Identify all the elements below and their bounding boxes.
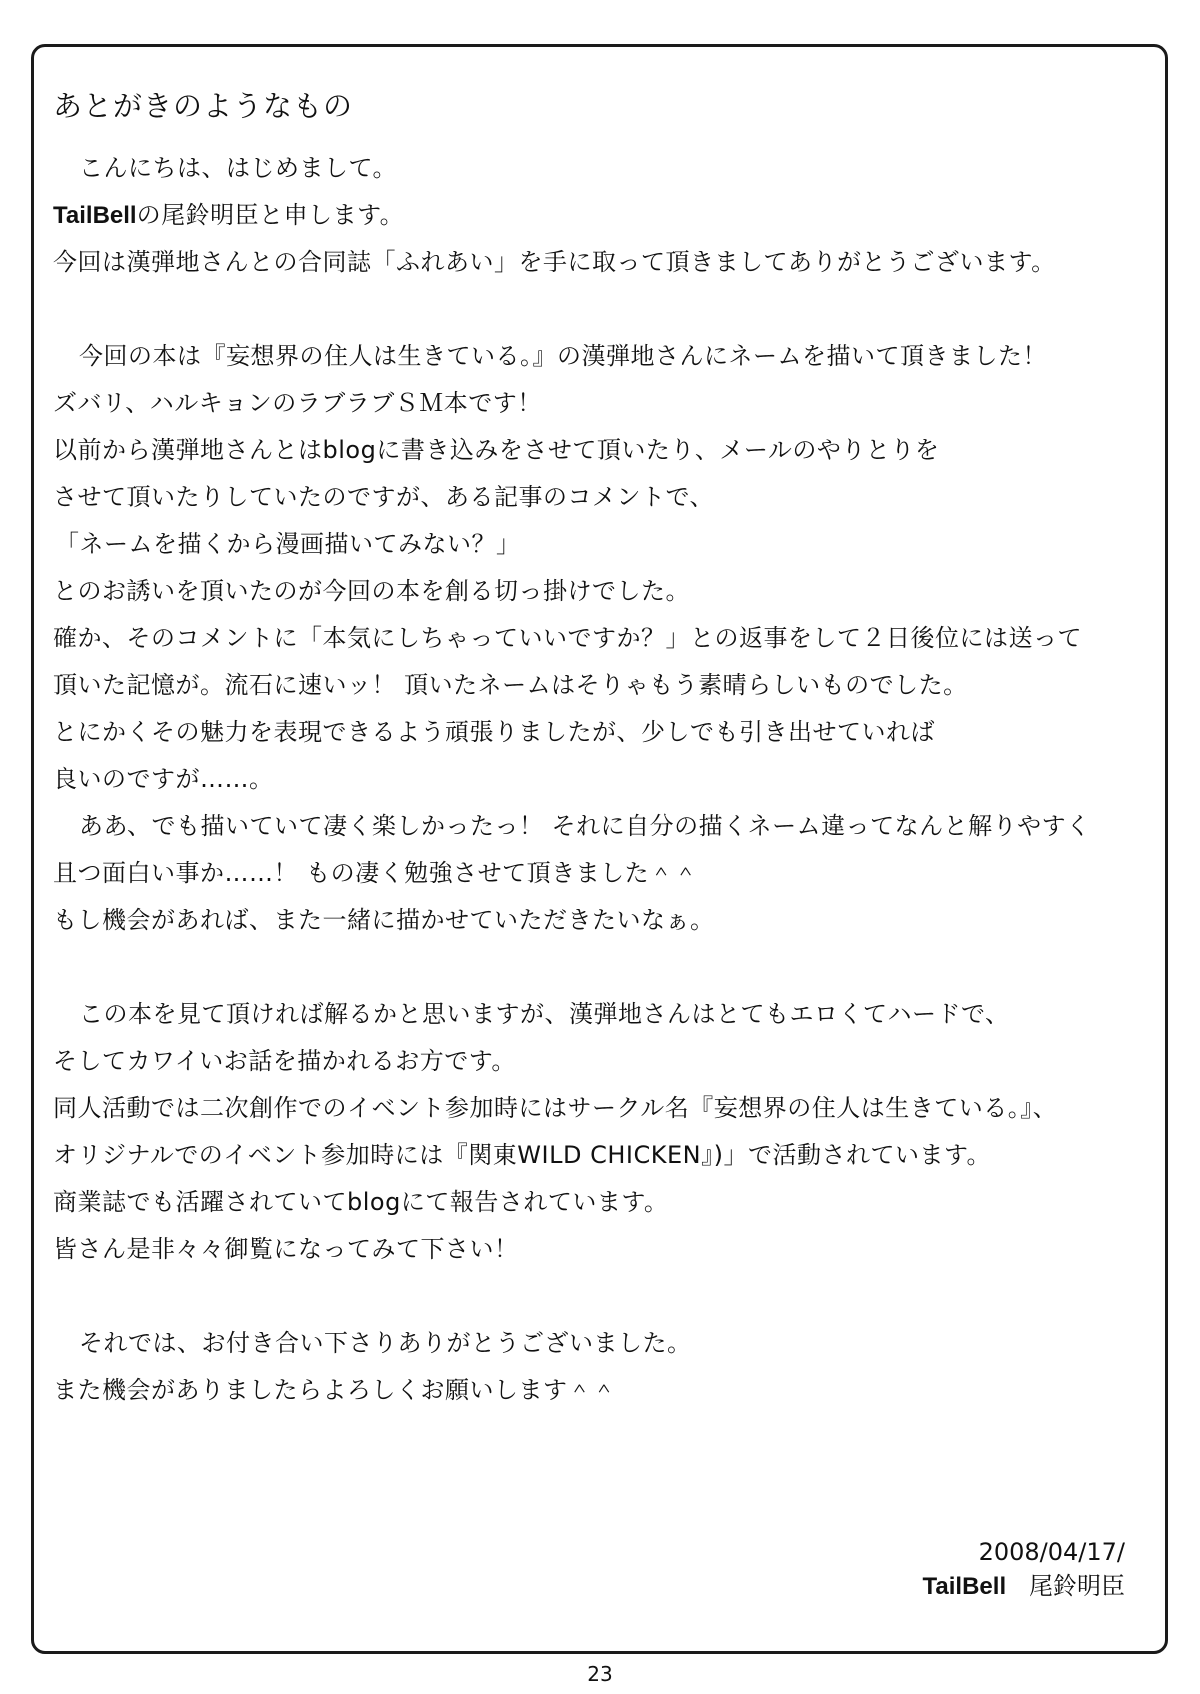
text-line: 良いのですが……。	[53, 765, 274, 793]
text-line: 商業誌でも活躍されていてblogにて報告されています。	[53, 1188, 669, 1216]
signature-author-line	[923, 1569, 1125, 1604]
text-line: 皆さん是非々々御覧になってみて下さい！	[53, 1235, 519, 1263]
circle-name: TailBell	[53, 202, 137, 229]
text-line: オリジナルでのイベント参加時には『関東WILD CHICKEN』)」で活動されています。	[53, 1141, 992, 1169]
signature-author: 尾鈴明臣	[1029, 1572, 1125, 1600]
text-line: ああ、でも描いていて凄く楽しかったっ！ それに自分の描くネーム違ってなんと解りやすく	[79, 812, 1091, 840]
text-line: 今回の本は『妄想界の住人は生きている。』の漢弾地さんにネームを描いて頂きました！	[79, 342, 1047, 370]
signature-block	[923, 1535, 1125, 1604]
text-line: 且つ面白い事か……！ もの凄く勉強させて頂きました＾＾	[53, 859, 699, 887]
text-line	[53, 192, 1163, 239]
text-line: とのお誘いを頂いたのが今回の本を創る切っ掛けでした。	[53, 577, 690, 605]
text-line: もし機会があれば、また一緒に描かせていただきたいなぁ。	[53, 906, 715, 934]
text-line: ズバリ、ハルキョンのラブラブＳＭ本です！	[53, 389, 542, 417]
text-line: させて頂いたりしていたのですが、ある記事のコメントで、	[53, 483, 715, 511]
afterword-title: あとがきのようなもの	[53, 89, 354, 123]
blank-line	[53, 944, 1163, 991]
blank-line	[53, 286, 1163, 333]
text-line: 以前から漢弾地さんとはblogに書き込みをさせて頂いたり、メールのやりとりを	[53, 436, 940, 464]
signature-circle-name: TailBell	[922, 1573, 1007, 1600]
text-line: 今回は漢弾地さんとの合同誌「ふれあい」を手に取って頂きましてありがとうございます。	[53, 248, 1056, 276]
text-line: こんにちは、はじめまして。	[79, 154, 398, 182]
text-line: それでは、お付き合い下さりありがとうございました。	[79, 1329, 692, 1357]
text-line: 頂いた記憶が。流石に速いッ！ 頂いたネームはそりゃもう素晴らしいものでした。	[53, 671, 968, 699]
text-span: の尾鈴明臣と申します。	[136, 201, 405, 229]
text-line: また機会がありましたらよろしくお願いします＾＾	[53, 1376, 617, 1404]
afterword-body	[53, 145, 1163, 1414]
text-line: 「ネームを描くから漫画描いてみない？」	[55, 530, 521, 558]
signature-date: 2008/04/17/	[978, 1538, 1125, 1566]
text-line: 同人活動では二次創作でのイベント参加時にはサークル名『妄想界の住人は生きている。』、	[53, 1094, 1058, 1122]
text-line: そしてカワイいお話を描かれるお方です。	[53, 1047, 516, 1075]
blank-line	[53, 1273, 1163, 1320]
page-number: 23	[587, 1662, 613, 1686]
text-line: 確か、そのコメントに「本気にしちゃっていいですか？」との返事をして２日後位には送って	[53, 624, 1082, 652]
text-line: とにかくその魅力を表現できるよう頑張りましたが、少しでも引き出せていれば	[53, 718, 935, 746]
text-line: この本を見て頂ければ解るかと思いますが、漢弾地さんはとてもエロくてハードで、	[79, 1000, 1010, 1028]
